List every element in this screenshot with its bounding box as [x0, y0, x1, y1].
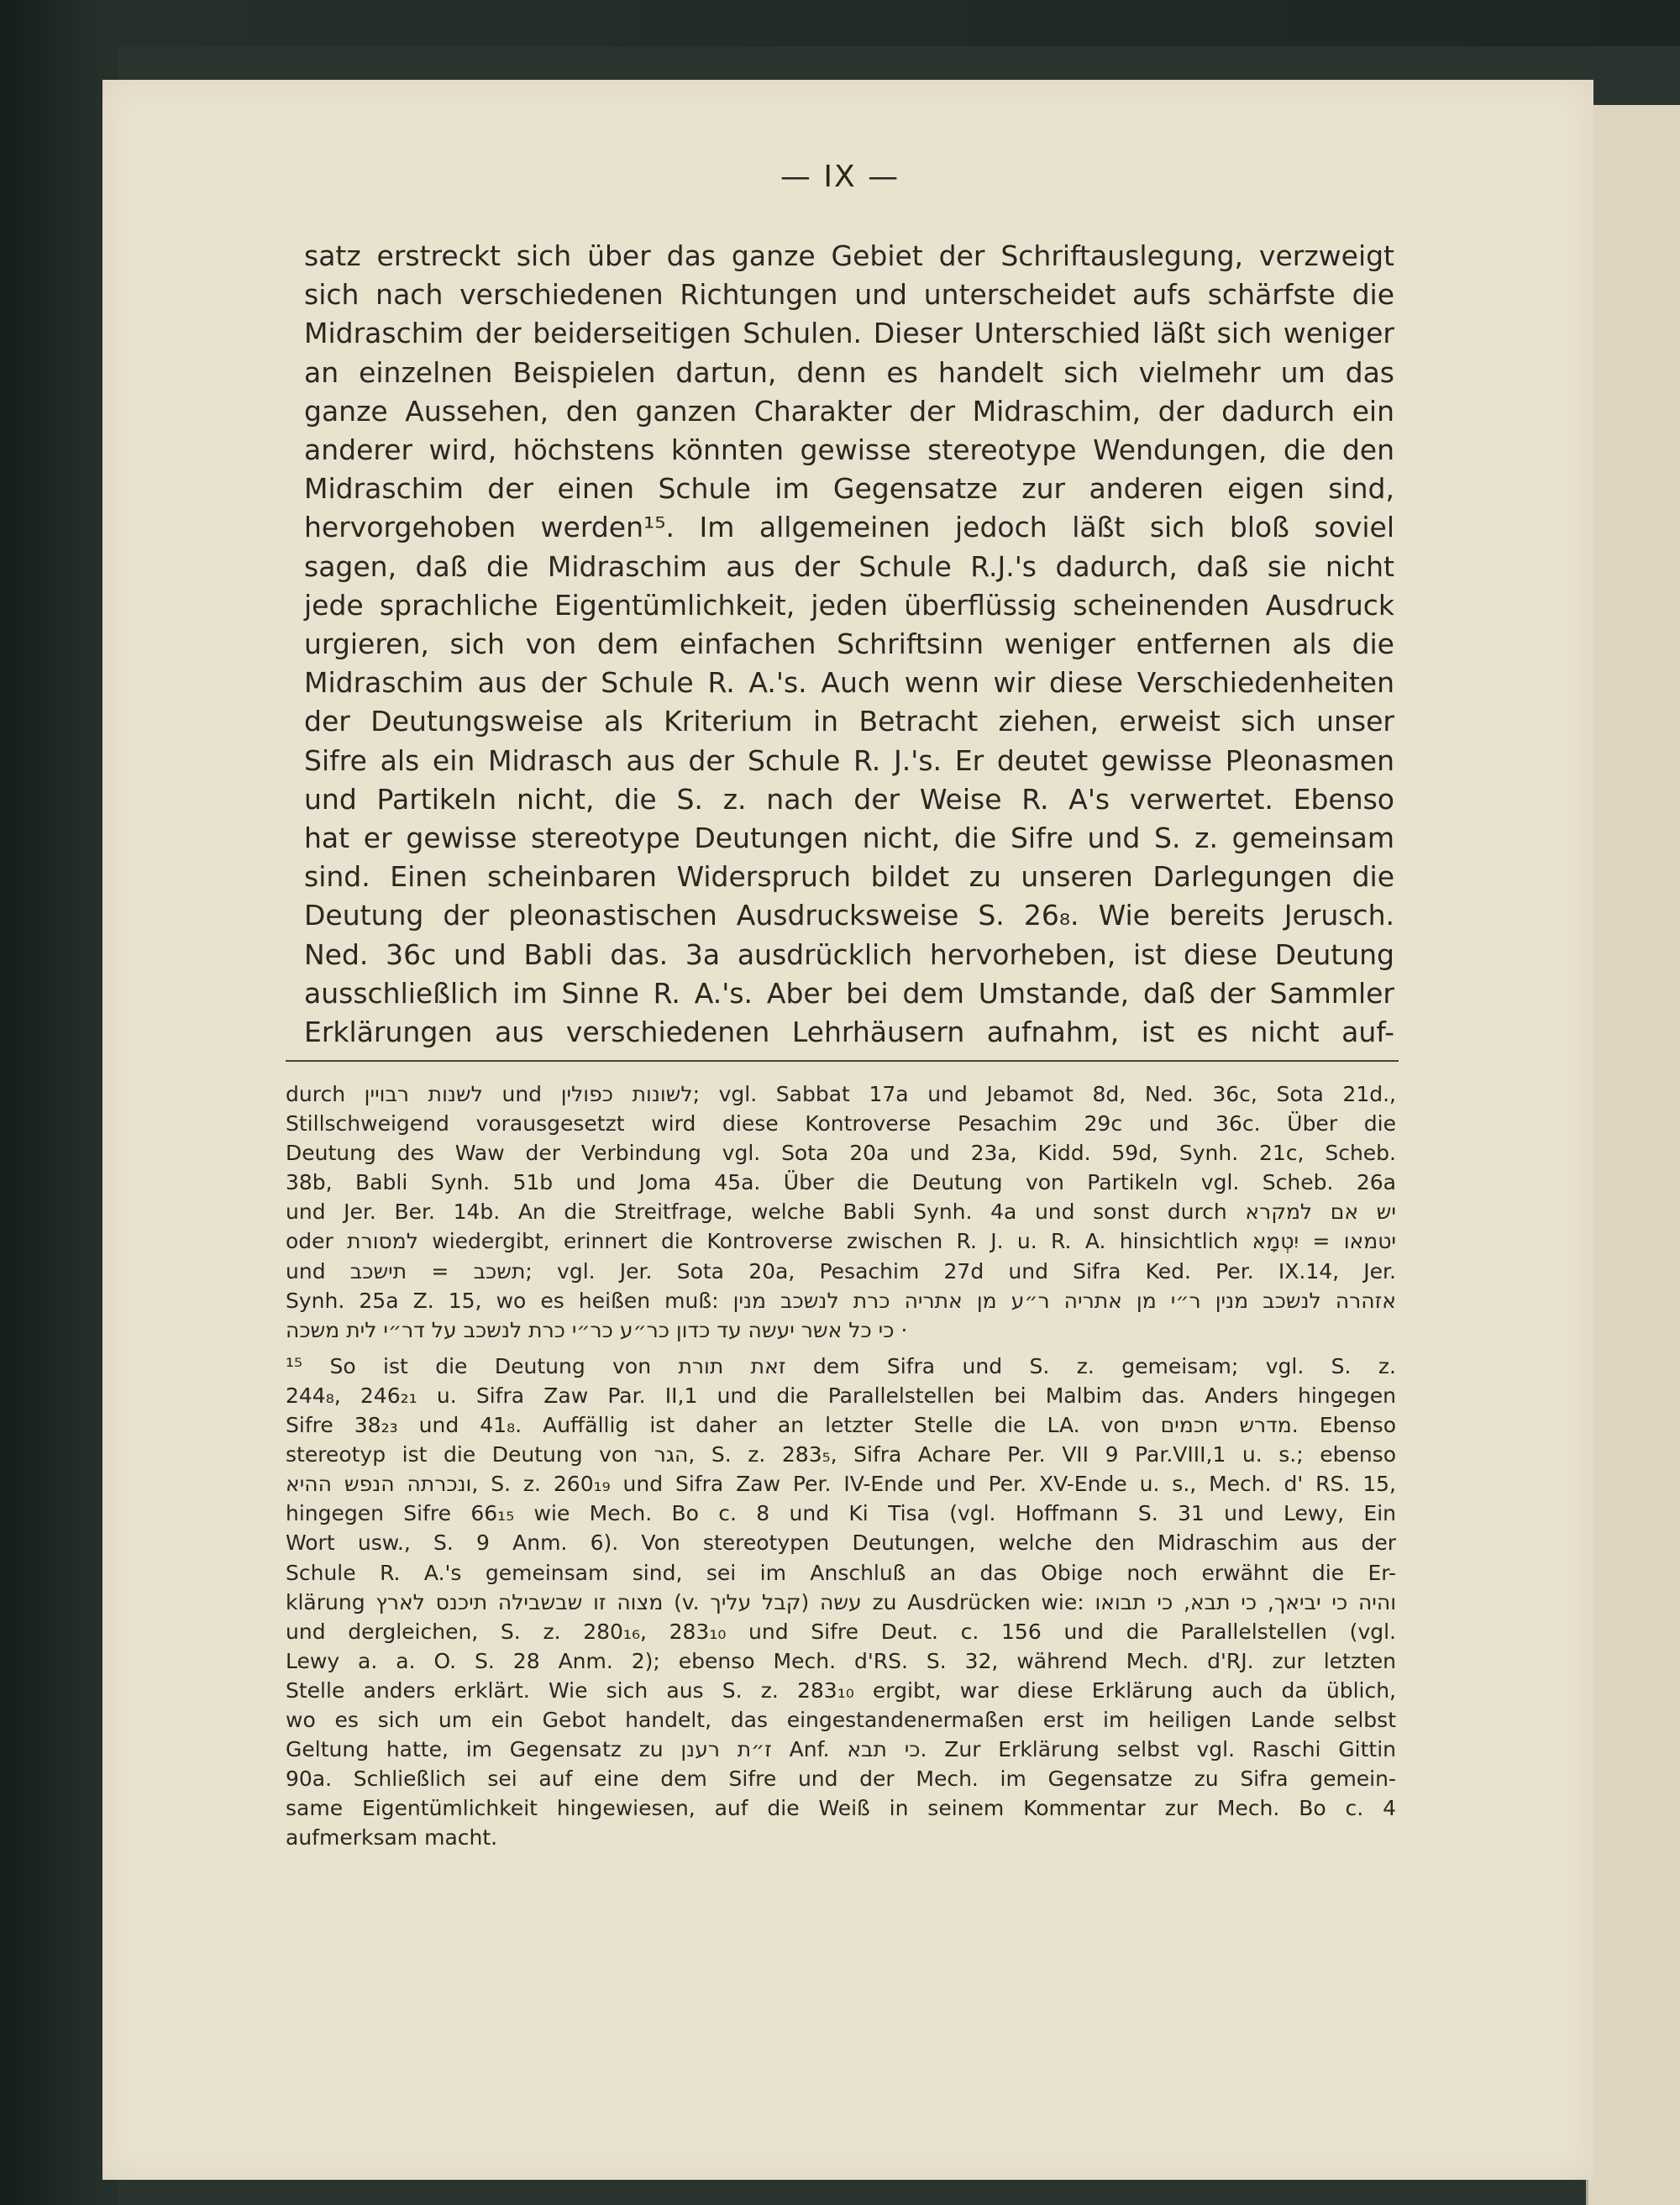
- footnote-line: 90a. Schließlich sei auf eine dem Sifre und der Mech. im Gegensatze zu Sifra gemein-: [286, 1767, 1396, 1792]
- text-line: anderer wird, höchstens könnten gewisse stereotype Wendungen, die den: [304, 433, 1394, 467]
- footnote-line: Stillschweigend vorausgesetzt wird diese Kontroverse Pesachim 29c und 36c. Über die: [286, 1111, 1396, 1137]
- footnotes-block: [286, 1079, 1396, 1852]
- footnote-line: Sifre 38₂₃ und 41₈. Auffällig ist daher an letzter Stelle die LA. von מדרש חכמים. Ebenso: [286, 1413, 1396, 1438]
- footnote-line: oder למסורת wiedergibt, erinnert die Kontroverse zwischen R. J. u. R. A. hinsichtlich יטמאו = יִטְמָא: [286, 1229, 1397, 1254]
- text-line: Sifre als ein Midrasch aus der Schule R. J.'s. Er deutet gewisse Pleonasmen: [304, 743, 1394, 777]
- footnote-line: stereotyp ist die Deutung von הגר, S. z. 283₅, Sifra Achare Per. VII 9 Par.VIII,1 u. s.; ebenso: [286, 1442, 1396, 1467]
- footnote-line: כי כל אשר יעשה עד כדון כר״ע כר״י כרת לנשכב על דר״י לית משכה ·: [286, 1317, 908, 1342]
- text-line: Erklärungen aus verschiedenen Lehrhäusern aufnahm, ist es nicht auf-: [304, 1016, 1394, 1049]
- main-text-block: [304, 237, 1394, 1052]
- footnote-line: aufmerksam macht.: [286, 1825, 498, 1851]
- footnote-line: same Eigentümlichkeit hingewiesen, auf die Weiß in seinem Kommentar zur Mech. Bo c. 4: [286, 1796, 1396, 1821]
- text-line: Ned. 36c und Babli das. 3a ausdrücklich hervorheben, ist diese Deutung: [304, 937, 1394, 971]
- footnote-line: ונכרתה הנפש ההיא, S. z. 260₁₉ und Sifra Zaw Per. IV-Ende und Per. XV-Ende u. s., Mech. d' RS. 15,: [286, 1472, 1396, 1497]
- footnote-continued: [286, 1079, 1396, 1345]
- footnote-line: und dergleichen, S. z. 280₁₆, 283₁₀ und Sifre Deut. c. 156 und die Parallelstellen (vgl.: [286, 1619, 1396, 1644]
- text-line: Deutung der pleonastischen Ausdrucksweise S. 26₈. Wie bereits Jerusch.: [304, 899, 1394, 932]
- footnote-line: Schule R. A.'s gemeinsam sind, sei im Anschluß an das Obige noch erwähnt die Er-: [286, 1560, 1396, 1585]
- text-line: hervorgehoben werden¹⁵. Im allgemeinen jedoch läßt sich bloß soviel: [304, 511, 1394, 544]
- page-number: — IX —: [780, 160, 900, 194]
- text-line: und Partikeln nicht, die S. z. nach der Weise R. A's verwertet. Ebenso: [304, 782, 1394, 816]
- footnote-line: hingegen Sifre 66₁₅ wie Mech. Bo c. 8 und Ki Tisa (vgl. Hoffmann S. 31 und Lewy, Ein: [286, 1501, 1396, 1526]
- text-line: urgieren, sich von dem einfachen Schriftsinn weniger entfernen als die: [304, 627, 1394, 661]
- footnote-line: und תשכב = תישכב; vgl. Jer. Sota 20a, Pesachim 27d und Sifra Ked. Per. IX.14, Jer.: [286, 1258, 1396, 1284]
- text-line: Midraschim aus der Schule R. A.'s. Auch wenn wir diese Verschiedenheiten: [304, 666, 1394, 700]
- footnote-15: [286, 1352, 1396, 1853]
- footnote-line: 38b, Babli Synh. 51b und Joma 45a. Über die Deutung von Partikeln vgl. Scheb. 26a: [286, 1170, 1396, 1195]
- footnote-line: Deutung des Waw der Verbindung vgl. Sota 20a und 23a, Kidd. 59d, Synh. 21c, Scheb.: [286, 1141, 1396, 1166]
- text-line: sind. Einen scheinbaren Widerspruch bildet zu unseren Darlegungen die: [304, 860, 1394, 894]
- text-line: satz erstreckt sich über das ganze Gebiet der Schriftauslegung, verzweigt: [304, 239, 1394, 272]
- footnote-line: Lewy a. a. O. S. 28 Anm. 2); ebenso Mech. d'RS. S. 32, während Mech. d'RJ. zur letzten: [286, 1648, 1396, 1673]
- text-line: an einzelnen Beispielen dartun, denn es handelt sich vielmehr um das: [304, 355, 1394, 389]
- footnote-line: Geltung hatte, im Gegensatz zu ז״ת רענן Anf. כי תבא. Zur Erklärung selbst vgl. Raschi Gittin: [286, 1737, 1396, 1762]
- footnote-line: Synh. 25a Z. 15, wo es heißen muß: אזהרה לנשכב מנין ר״י מן אתריה ר״ע מן אתריה כרת לנשכב מנין: [286, 1288, 1396, 1313]
- text-line: der Deutungsweise als Kriterium in Betracht ziehen, erweist sich unser: [304, 705, 1394, 738]
- text-line: ganze Aussehen, den ganzen Charakter der Midraschim, der dadurch ein: [304, 394, 1394, 428]
- footnote-line: Wort usw., S. 9 Anm. 6). Von stereotypen Deutungen, welche den Midraschim aus der: [286, 1530, 1396, 1556]
- footnote-line: und Jer. Ber. 14b. An die Streitfrage, welche Babli Synh. 4a und sonst durch יש אם למקרא: [286, 1200, 1396, 1225]
- text-line: Midraschim der beiderseitigen Schulen. Dieser Unterschied läßt sich weniger: [304, 317, 1394, 350]
- text-line: ausschließlich im Sinne R. A.'s. Aber bei dem Umstande, daß der Sammler: [304, 976, 1394, 1010]
- footnote-line: ¹⁵ So ist die Deutung von זאת תורת dem Sifra und S. z. gemeisam; vgl. S. z.: [286, 1353, 1396, 1378]
- footnote-line: wo es sich um ein Gebot handelt, das eingestandenermaßen erst im heiligen Lande selbst: [286, 1707, 1396, 1732]
- adjacent-page-edge: [1586, 105, 1680, 2205]
- text-line: sagen, daß die Midraschim aus der Schule R.J.'s dadurch, daß sie nicht: [304, 549, 1394, 583]
- footnote-line: 244₈, 246₂₁ u. Sifra Zaw Par. II,1 und die Parallelstellen bei Malbim das. Anders hingegen: [286, 1383, 1396, 1408]
- text-line: sich nach verschiedenen Richtungen und unterscheidet aufs schärfste die: [304, 278, 1394, 312]
- footnote-line: klärung מצוה זו שבשבילה תיכנס לארץ (v. קבל עליך) עשה zu Ausdrücken wie: והיה כי יביאך, כי תבא, כי תבואו: [286, 1589, 1397, 1614]
- text-line: jede sprachliche Eigentümlichkeit, jeden überflüssig scheinenden Ausdruck: [304, 588, 1394, 622]
- text-line: Midraschim der einen Schule im Gegensatze zur anderen eigen sind,: [304, 472, 1394, 506]
- footnote-line: Stelle anders erklärt. Wie sich aus S. z. 283₁₀ ergibt, war diese Erklärung auch da üblich,: [286, 1677, 1396, 1703]
- text-line: hat er gewisse stereotype Deutungen nicht, die Sifre und S. z. gemeinsam: [304, 822, 1394, 855]
- footnote-line: durch לשנות רבויין und לשונות כפולין; vgl. Sabbat 17a und Jebamot 8d, Ned. 36c, Sota 21d.,: [286, 1082, 1396, 1106]
- footnote-separator: [286, 1060, 1399, 1062]
